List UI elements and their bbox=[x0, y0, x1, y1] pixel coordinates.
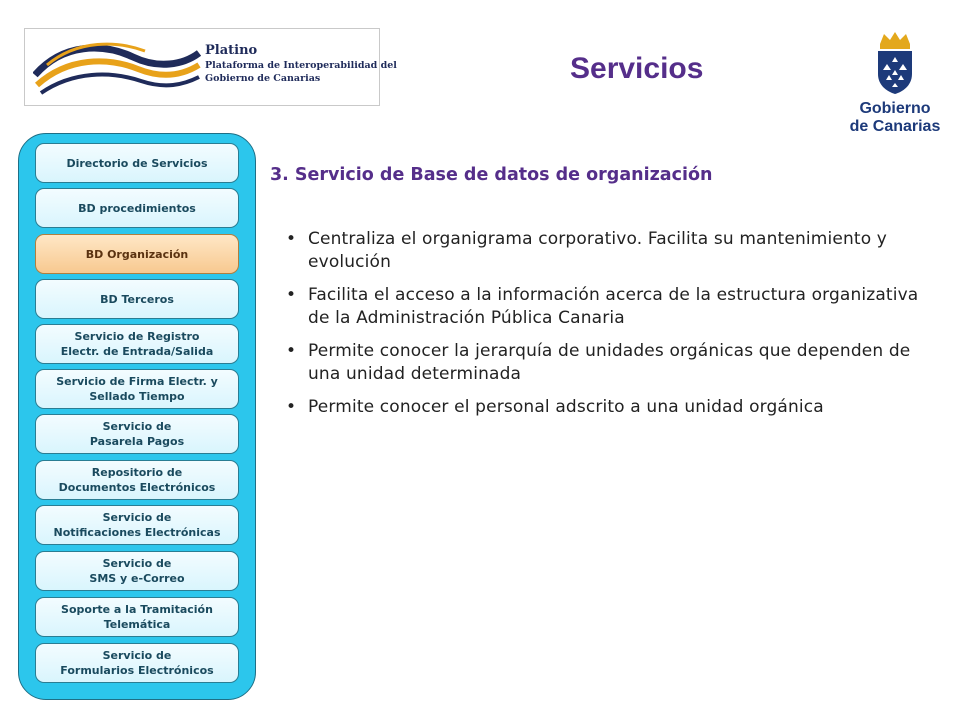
bullet-text: Permite conocer la jerarquía de unidades orgánicas que dependen de una unidad determinada bbox=[308, 341, 911, 384]
nav-bd-organizacion[interactable]: BD Organización bbox=[35, 234, 239, 274]
nav-registro-electronico[interactable]: Servicio de Registro Electr. de Entrada/Salida bbox=[35, 324, 239, 364]
page-title: Servicios bbox=[570, 52, 704, 85]
nav-bd-procedimientos[interactable]: BD procedimientos bbox=[35, 188, 239, 228]
nav-formularios[interactable]: Servicio de Formularios Electrónicos bbox=[35, 643, 239, 683]
gov-logo-line1: Gobierno bbox=[859, 100, 931, 117]
bullet-icon: • bbox=[286, 229, 297, 249]
gobierno-logo bbox=[842, 30, 948, 140]
list-item bbox=[284, 284, 924, 330]
nav-directorio-servicios[interactable]: Directorio de Servicios bbox=[35, 143, 239, 183]
brand-title: Platino bbox=[205, 43, 258, 58]
brand-subtitle-2: Gobierno de Canarias bbox=[205, 73, 321, 84]
gov-logo-line2: de Canarias bbox=[849, 118, 941, 135]
brand-subtitle-1: Plataforma de Interoperabilidad del bbox=[205, 60, 397, 71]
list-item bbox=[284, 340, 924, 386]
bullet-text: Centraliza el organigrama corporativo. Facilita su mantenimiento y evolución bbox=[308, 229, 888, 272]
bullet-text: Permite conocer el personal adscrito a una unidad orgánica bbox=[308, 397, 824, 417]
platino-waves-icon bbox=[33, 35, 201, 101]
list-item bbox=[284, 228, 924, 274]
section-title: 3. Servicio de Base de datos de organización bbox=[270, 165, 713, 185]
platino-logo bbox=[24, 28, 397, 106]
bullet-icon: • bbox=[286, 341, 297, 361]
coat-of-arms-icon bbox=[872, 30, 918, 96]
bullet-text: Facilita el acceso a la información acerca de la estructura organizativa de la Administración Pública Canaria bbox=[308, 285, 919, 328]
bullet-icon: • bbox=[286, 397, 297, 417]
nav-repositorio-documentos[interactable]: Repositorio de Documentos Electrónicos bbox=[35, 460, 239, 500]
bullet-icon: • bbox=[286, 285, 297, 305]
nav-pasarela-pagos[interactable]: Servicio de Pasarela Pagos bbox=[35, 414, 239, 454]
nav-notificaciones[interactable]: Servicio de Notificaciones Electrónicas bbox=[35, 505, 239, 545]
nav-firma-electronica[interactable]: Servicio de Firma Electr. y Sellado Tiempo bbox=[35, 369, 239, 409]
bullet-list bbox=[284, 228, 924, 429]
list-item bbox=[284, 396, 924, 419]
nav-bd-terceros[interactable]: BD Terceros bbox=[35, 279, 239, 319]
nav-sms-correo[interactable]: Servicio de SMS y e-Correo bbox=[35, 551, 239, 591]
nav-tramitacion-telematica[interactable]: Soporte a la Tramitación Telemática bbox=[35, 597, 239, 637]
